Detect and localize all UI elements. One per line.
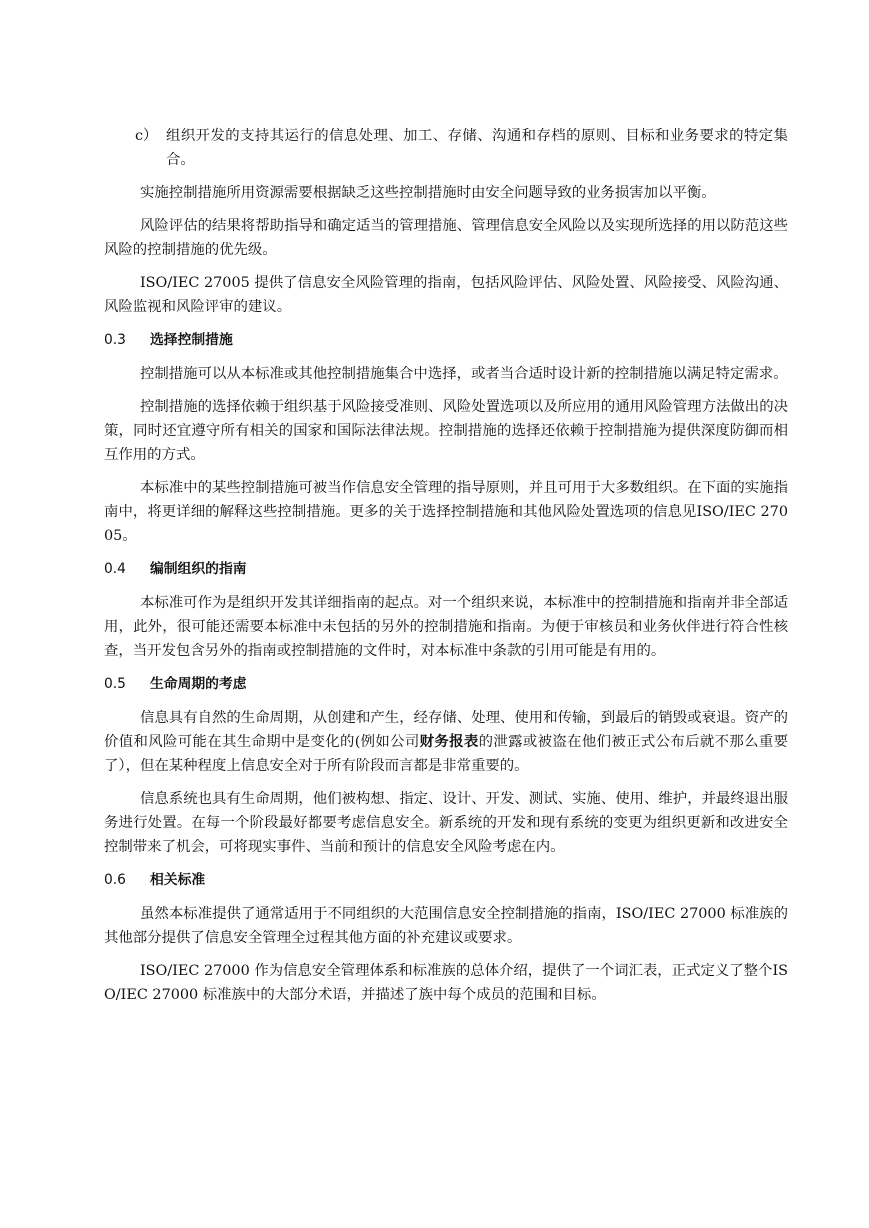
section-number-0-4: 0.4 (104, 561, 126, 577)
section-0-4-paragraph-1: 本标准可作为是组织开发其详细指南的起点。对一个组织来说，本标准中的控制措施和指南并非全部适用，此外，很可能还需要本标准中未包括的另外的控制措施和指南。为便于审核员和业务伙伴进行符合性核查，当开发包含另外的指南或控制措施的文件时，对本标准中条款的引用可能是有用的。 (104, 595, 788, 659)
section-title-0-6: 相关标准 (150, 872, 206, 888)
list-item-c (104, 124, 788, 172)
document-content (104, 124, 788, 1016)
section-heading-0-6 (104, 868, 788, 892)
section-title-0-4: 编制组织的指南 (150, 561, 247, 577)
section-number-0-6: 0.6 (104, 872, 126, 888)
section-0-5-paragraph-2: 信息系统也具有生命周期，他们被构想、指定、设计、开发、测试、实施、使用、维护，并最终退出服务进行处置。在每一个阶段最好都要考虑信息安全。新系统的开发和现有系统的变更为组织更新和改进安全控制带来了机会，可将现实事件、当前和预计的信息安全风险考虑在内。 (104, 791, 788, 855)
section-title-0-5: 生命周期的考虑 (150, 676, 247, 692)
section-0-6-paragraph-1: 虽然本标准提供了通常适用于不同组织的大范围信息安全控制措施的指南，ISO/IEC 27000 标准族的其他部分提供了信息安全管理全过程其他方面的补充建议或要求。 (104, 906, 788, 946)
section-0-3-paragraph-3: 本标准中的某些控制措施可被当作信息安全管理的指导原则，并且可用于大多数组织。在下面的实施指南中，将更详细的解释这些控制措施。更多的关于选择控制措施和其他风险处置选项的信息见ISO/IEC 27005。 (104, 480, 788, 544)
section-number-0-3: 0.3 (104, 332, 126, 348)
section-0-3-paragraph-1: 控制措施可以从本标准或其他控制措施集合中选择，或者当合适时设计新的控制措施以满足特定需求。 (140, 366, 788, 382)
section-heading-0-3 (104, 328, 788, 352)
intro-paragraph-1: 实施控制措施所用资源需要根据缺乏这些控制措施时由安全问题导致的业务损害加以平衡。 (140, 185, 716, 201)
list-text-c: 组织开发的支持其运行的信息处理、加工、存储、沟通和存档的原则、目标和业务要求的特定集合。 (166, 128, 788, 168)
intro-paragraph-2: 风险评估的结果将帮助指导和确定适当的管理措施、管理信息安全风险以及实现所选择的用以防范这些风险的控制措施的优先级。 (104, 218, 788, 258)
section-0-3-paragraph-2: 控制措施的选择依赖于组织基于风险接受准则、风险处置选项以及所应用的通用风险管理方法做出的决策，同时还宜遵守所有相关的国家和国际法律法规。控制措施的选择还依赖于控制措施为提供深度防御而相互作用的方式。 (104, 399, 788, 463)
list-marker-c: c） (135, 128, 158, 144)
section-heading-0-4 (104, 557, 788, 581)
financial-report-term: 财务报表 (419, 733, 479, 750)
section-0-5-paragraph-1-before: 信息具有自然的生命周期，从创建和产生，经存储、处理、使用和传输，到最后的销毁或衰退。资产的价值和风险可能在其生命期中是变化的(例如公司 (104, 710, 788, 750)
section-heading-0-5 (104, 672, 788, 696)
section-0-5-paragraph-1-after: 的泄露或被盗在他们被正式公布后就不那么重要了），但在某种程度上信息安全对于所有阶段而言都是非常重要的。 (104, 734, 788, 774)
section-0-6-paragraph-2: ISO/IEC 27000 作为信息安全管理体系和标准族的总体介绍，提供了一个词汇表，正式定义了整个ISO/IEC 27000 标准族中的大部分术语，并描述了族中每个成员的范围和目标。 (104, 963, 788, 1003)
section-title-0-3: 选择控制措施 (150, 332, 233, 348)
section-0-5-paragraph-1 (104, 706, 788, 778)
intro-paragraph-3: ISO/IEC 27005 提供了信息安全风险管理的指南，包括风险评估、风险处置、风险接受、风险沟通、风险监视和风险评审的建议。 (104, 275, 788, 315)
section-number-0-5: 0.5 (104, 676, 126, 692)
